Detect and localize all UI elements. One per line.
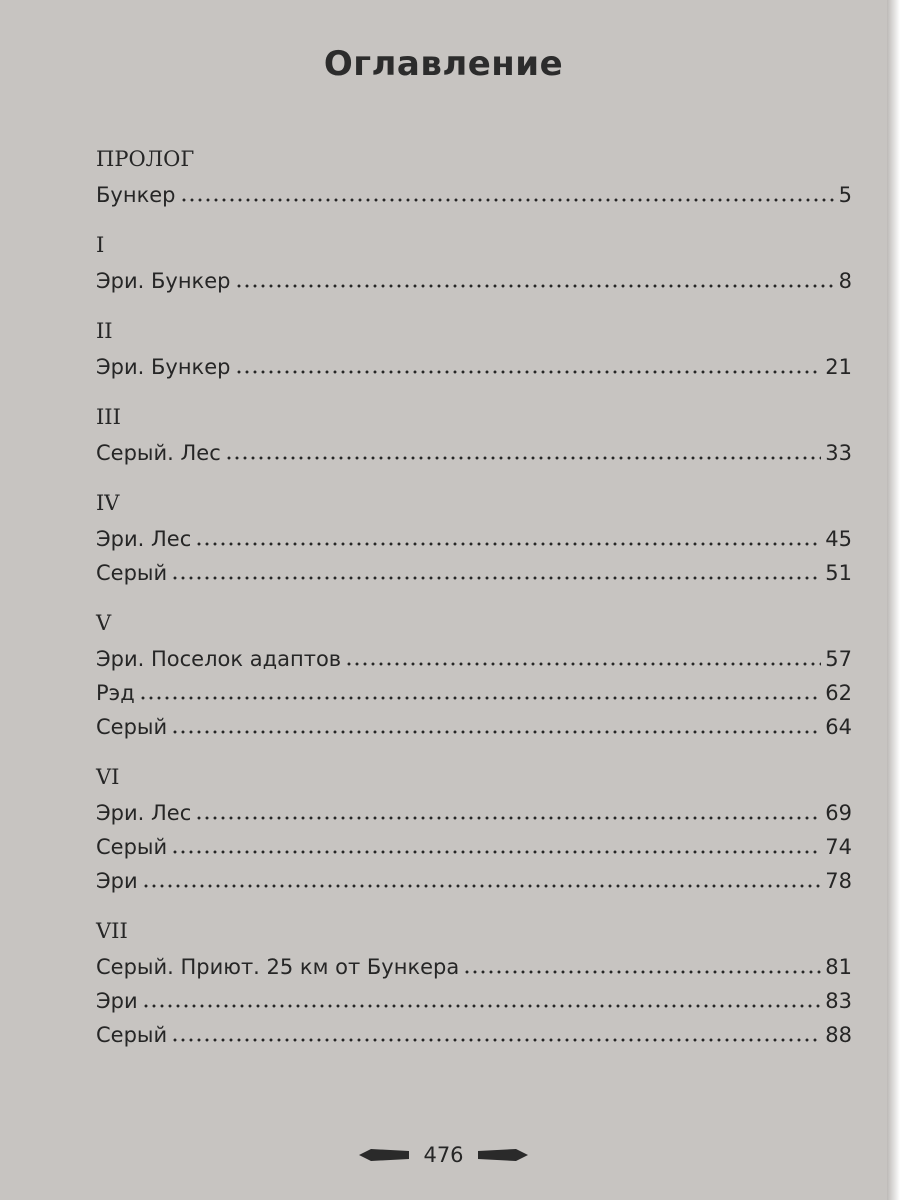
toc-entry bbox=[96, 864, 852, 898]
toc-section bbox=[96, 226, 852, 298]
dot-leader bbox=[171, 576, 821, 580]
toc-entry bbox=[96, 830, 852, 864]
dot-leader bbox=[345, 662, 821, 666]
entry-title: Бункер bbox=[96, 183, 176, 207]
page-number: 476 bbox=[423, 1143, 464, 1167]
toc-entry bbox=[96, 950, 852, 984]
part-label: VI bbox=[96, 765, 120, 789]
entry-title: Серый. Приют. 25 км от Бункера bbox=[96, 955, 460, 979]
toc-entry bbox=[96, 264, 852, 298]
toc-section bbox=[96, 912, 852, 1052]
dot-leader bbox=[142, 1004, 822, 1008]
entry-title: Серый bbox=[96, 561, 168, 585]
dot-leader bbox=[195, 542, 821, 546]
entry-page-number: 51 bbox=[825, 561, 852, 585]
dot-leader bbox=[235, 370, 822, 374]
part-label: I bbox=[96, 233, 105, 257]
right-ornament-icon bbox=[478, 1147, 528, 1163]
toc-entry bbox=[96, 796, 852, 830]
entry-page-number: 88 bbox=[825, 1023, 852, 1047]
dot-leader bbox=[171, 1038, 821, 1042]
dot-leader bbox=[463, 970, 821, 974]
entry-title: Рэд bbox=[96, 681, 135, 705]
page-title: Оглавление bbox=[323, 44, 564, 84]
toc-entry bbox=[96, 676, 852, 710]
toc-section bbox=[96, 398, 852, 470]
entry-page-number: 57 bbox=[825, 647, 852, 671]
left-ornament-icon bbox=[359, 1147, 409, 1163]
dot-leader bbox=[171, 730, 821, 734]
entry-title: Серый bbox=[96, 715, 168, 739]
toc-entry bbox=[96, 178, 852, 212]
part-label: ПРОЛОГ bbox=[96, 147, 195, 171]
entry-title: Серый. Лес bbox=[96, 441, 221, 465]
dot-leader bbox=[139, 696, 822, 700]
toc-section bbox=[96, 758, 852, 898]
entry-page-number: 78 bbox=[825, 869, 852, 893]
entry-page-number: 62 bbox=[825, 681, 852, 705]
page-footer bbox=[0, 1138, 887, 1172]
toc-entry bbox=[96, 436, 852, 470]
part-label: III bbox=[96, 405, 121, 429]
entry-page-number: 83 bbox=[825, 989, 852, 1013]
dot-leader bbox=[225, 456, 822, 460]
entry-page-number: 69 bbox=[825, 801, 852, 825]
entry-page-number: 45 bbox=[825, 527, 852, 551]
entry-title: Эри bbox=[96, 869, 138, 893]
page-edge bbox=[887, 0, 900, 1200]
toc-section bbox=[96, 604, 852, 744]
entry-title: Серый bbox=[96, 1023, 168, 1047]
entry-title: Эри. Бункер bbox=[96, 355, 231, 379]
toc-entry bbox=[96, 350, 852, 384]
part-label: IV bbox=[96, 491, 120, 515]
entry-title: Эри. Лес bbox=[96, 801, 192, 825]
entry-page-number: 33 bbox=[825, 441, 852, 465]
entry-title: Серый bbox=[96, 835, 168, 859]
entry-page-number: 21 bbox=[825, 355, 852, 379]
entry-title: Эри. Бункер bbox=[96, 269, 231, 293]
dot-leader bbox=[142, 884, 822, 888]
toc-entry bbox=[96, 556, 852, 590]
part-label: V bbox=[96, 611, 112, 635]
dot-leader bbox=[235, 284, 835, 288]
entry-page-number: 5 bbox=[838, 183, 852, 207]
toc-section bbox=[96, 312, 852, 384]
entry-page-number: 81 bbox=[825, 955, 852, 979]
part-label: VII bbox=[96, 919, 128, 943]
part-label: II bbox=[96, 319, 113, 343]
toc-section bbox=[96, 484, 852, 590]
table-of-contents bbox=[96, 140, 852, 1066]
toc-entry bbox=[96, 710, 852, 744]
toc-section bbox=[96, 140, 852, 212]
entry-title: Эри. Поселок адаптов bbox=[96, 647, 342, 671]
toc-entry bbox=[96, 1018, 852, 1052]
entry-page-number: 74 bbox=[825, 835, 852, 859]
dot-leader bbox=[195, 816, 821, 820]
dot-leader bbox=[171, 850, 821, 854]
entry-title: Эри bbox=[96, 989, 138, 1013]
toc-entry bbox=[96, 984, 852, 1018]
entry-title: Эри. Лес bbox=[96, 527, 192, 551]
dot-leader bbox=[180, 198, 835, 202]
entry-page-number: 64 bbox=[825, 715, 852, 739]
toc-entry bbox=[96, 522, 852, 556]
toc-entry bbox=[96, 642, 852, 676]
entry-page-number: 8 bbox=[838, 269, 852, 293]
